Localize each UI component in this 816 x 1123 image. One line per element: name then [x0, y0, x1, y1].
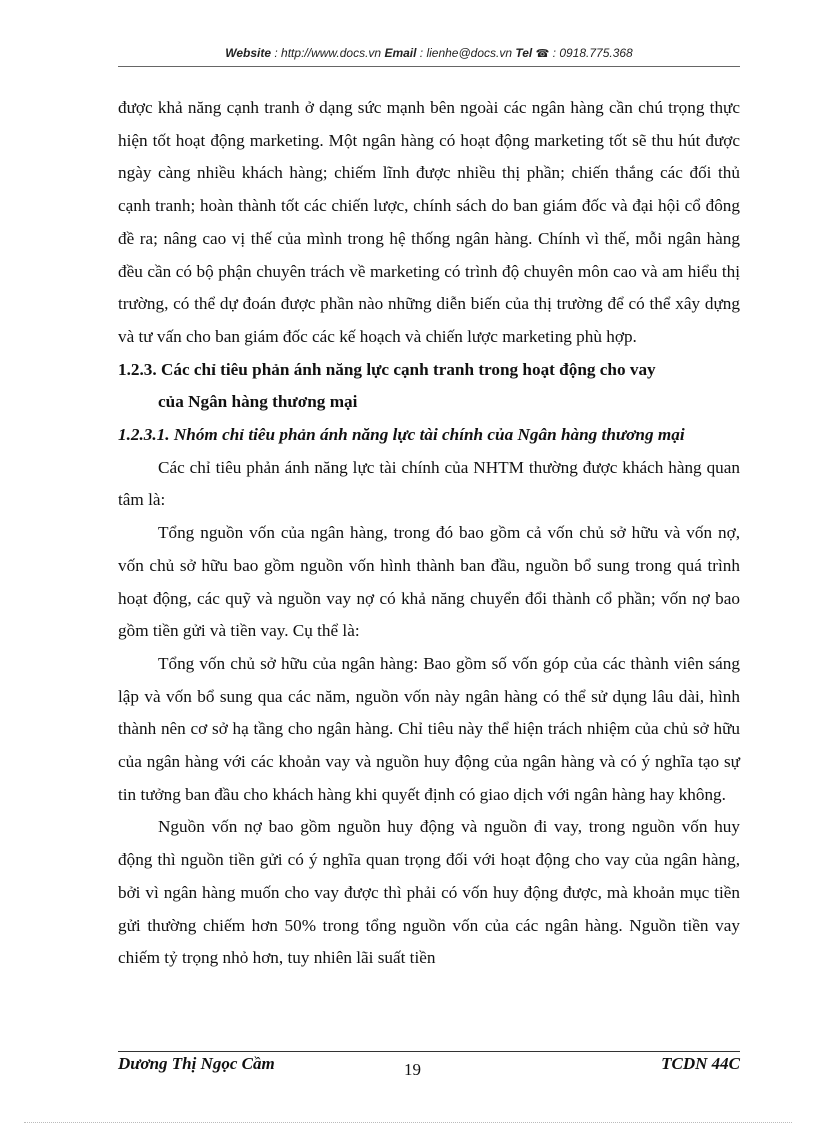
email-label: Email: [384, 46, 417, 60]
tel-label: Tel: [515, 46, 533, 60]
paragraph-3: Tổng nguồn vốn của ngân hàng, trong đó bao gồm cả vốn chủ sở hữu và vốn nợ, vốn chủ sở hữu bao gồm nguồn vốn hình thành ban đầu, nguồn bổ sung trong quá trình hoạt động, các quỹ và nguồn vay nợ có khả năng chuyển đổi thành cổ phần; vốn nợ bao gồm tiền gửi và tiền vay. Cụ thể là:: [118, 523, 740, 641]
paragraph-4: Tổng vốn chủ sở hữu của ngân hàng: Bao gồm số vốn góp của các thành viên sáng lập và vốn bổ sung qua các năm, nguồn vốn này ngân hàng có thể sử dụng lâu dài, hình thành nên cơ sở hạ tầng cho ngân hàng. Chỉ tiêu này thể hiện trách nhiệm của chủ sở hữu của ngân hàng với các khoản vay và nguồn huy động của ngân hàng và có ý nghĩa tạo sự tin tưởng ban đầu cho khách hàng khi quyết định có giao dịch với ngân hàng hay không.: [118, 653, 740, 804]
section-heading-line-2: của Ngân hàng thương mại: [158, 392, 358, 412]
phone-icon: ☎: [535, 48, 550, 60]
paragraph-1: được khả năng cạnh tranh ở dạng sức mạnh bên ngoài các ngân hàng cần chú trọng thực hiện tốt hoạt động marketing. Một ngân hàng có hoạt động marketing tốt sẽ thu hút được ngày càng nhiều khách hàng; chiếm lĩnh được nhiều thị phần; chiến thắng các đối thủ cạnh tranh; hoàn thành tốt các chiến lược, chính sách do ban giám đốc và đại hội cổ đông đề ra; nâng cao vị thế của mình trong hệ thống ngân hàng. Chính vì thế, mỗi ngân hàng đều cần có bộ phận chuyên trách về marketing có trình độ chuyên môn cao và am hiểu thị trường, có thể dự đoán được phần nào những diễn biến của thị trường để có thể xây dựng và tư vấn cho ban giám đốc các kế hoạch và chiến lược marketing phù hợp.: [118, 98, 740, 346]
website-value: : http://www.docs.vn: [271, 46, 385, 60]
page-footer: [118, 1054, 740, 1078]
paragraph-5: Nguồn vốn nợ bao gồm nguồn huy động và nguồn đi vay, trong nguồn vốn huy động thì nguồn tiền gửi có ý nghĩa quan trọng đối với hoạt động cho vay của ngân hàng, bởi vì ngân hàng muốn cho vay được thì phải có vốn huy động được, mà khoản mục tiền gửi thường chiếm hơn 50% trong tổng nguồn vốn của các ngân hàng. Nguồn tiền vay chiếm tỷ trọng nhỏ hơn, tuy nhiên lãi suất tiền: [118, 817, 740, 968]
page-header: [118, 46, 740, 60]
paragraph-2: Các chỉ tiêu phản ánh năng lực tài chính của NHTM thường được khách hàng quan tâm là:: [118, 457, 740, 510]
page-number: 19: [404, 1060, 421, 1079]
page-body: [118, 92, 740, 975]
section-heading-line-1: 1.2.3. Các chỉ tiêu phản ánh năng lực cạnh tranh trong hoạt động cho vay: [118, 359, 656, 379]
footer-author: Dương Thị Ngọc Cầm: [118, 1054, 275, 1073]
subsection-heading-1-2-3-1: 1.2.3.1. Nhóm chỉ tiêu phản ánh năng lực tài chính của Ngân hàng thương mại: [118, 425, 685, 445]
email-value: : lienhe@docs.vn: [416, 46, 516, 60]
header-divider: [118, 66, 740, 67]
footer-class-code: TCDN 44C: [661, 1054, 740, 1073]
footer-divider: [118, 1051, 740, 1052]
website-label: Website: [225, 46, 272, 60]
section-heading-1-2-3: [118, 354, 740, 419]
tel-value: : 0918.775.368: [549, 46, 633, 60]
